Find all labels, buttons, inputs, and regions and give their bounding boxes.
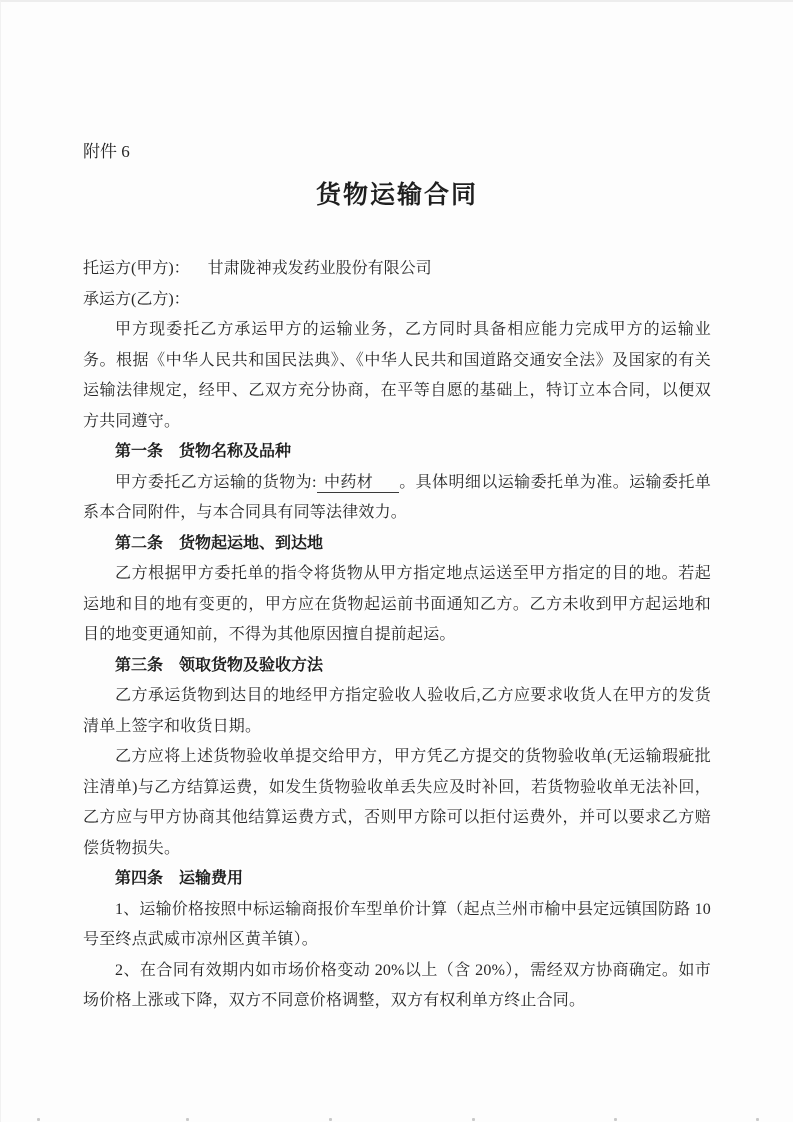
shipper-line — [83, 254, 711, 285]
article4-item-2: 2、在合同有效期内如市场价格变动 20%以上（含 20%），需经双方协商确定。如市场价格上涨或下降，双方不同意价格调整，双方有权利单方终止合同。 — [83, 961, 711, 1009]
scan-speckle — [614, 1118, 617, 1121]
page-title: 货物运输合同 — [315, 182, 478, 209]
shipper-label: 托运方(甲方)： — [83, 260, 190, 277]
scan-speckle — [37, 1118, 40, 1121]
article2-paragraph: 乙方根据甲方委托单的指令将货物从甲方指定地点运送至甲方指定的目的地。若起运地和目的地有变更的，甲方应在货物起运前书面通知乙方。乙方未收到甲方起运地和目的地变更通知前，不得为其他原因擅自提前起运。 — [83, 565, 711, 643]
scan-speckle — [329, 1118, 332, 1121]
article3-heading: 第三条 领取货物及验收方法 — [115, 656, 324, 674]
contract-content — [83, 140, 711, 1017]
preamble-paragraph: 甲方现委托乙方承运甲方的运输业务，乙方同时具备相应能力完成甲方的运输业务。根据《中华人民共和国民法典》、《中华人民共和国道路交通安全法》及国家的有关运输法律规定，经甲、乙双方充分协商，在平等自愿的基础上，特订立本合同，以便双方共同遵守。 — [83, 321, 711, 430]
goods-suffix: 。具体明细以运输委托单为准。运输委托单系本合同附件，与本合同具有同等法律效力。 — [83, 473, 712, 521]
goods-prefix: 甲方委托乙方运输的货物为: — [115, 473, 317, 491]
article2-heading: 第二条 货物起运地、到达地 — [115, 534, 324, 552]
scan-speckle — [186, 1118, 189, 1121]
shipper-name: 甘肃陇神戎发药业股份有限公司 — [207, 260, 432, 277]
carrier-label: 承运方(乙方)： — [83, 290, 190, 308]
article3-paragraph-2: 乙方应将上述货物验收单提交给甲方，甲方凭乙方提交的货物验收单(无运输瑕疵批注清单)与乙方结算运费，如发生货物验收单丢失应及时补回，若货物验收单无法补回，乙方应与甲方协商其他结算运费方式，否则甲方除可以拒付运费外，并可以要求乙方赔偿货物损失。 — [83, 748, 711, 857]
article1-heading: 第一条 货物名称及品种 — [115, 443, 292, 460]
article3-paragraph-1: 乙方承运货物到达目的地经甲方指定验收人验收后,乙方应要求收货人在甲方的发货清单上签字和收货日期。 — [83, 687, 711, 735]
attachment-label: 附件 6 — [83, 142, 130, 161]
carrier-line — [83, 285, 711, 316]
scan-speckle — [472, 1118, 475, 1121]
goods-name: 中药材 — [323, 473, 374, 491]
article4-item-1: 1、运输价格按照中标运输商报价车型单价计算（起点兰州市榆中县定远镇国防路 10 号至终点武威市凉州区黄羊镇）。 — [83, 900, 711, 948]
article4-heading: 第四条 运输费用 — [115, 870, 244, 887]
scan-speckle — [756, 1118, 759, 1121]
goods-name-underline — [317, 474, 400, 493]
article1-paragraph — [83, 468, 711, 529]
